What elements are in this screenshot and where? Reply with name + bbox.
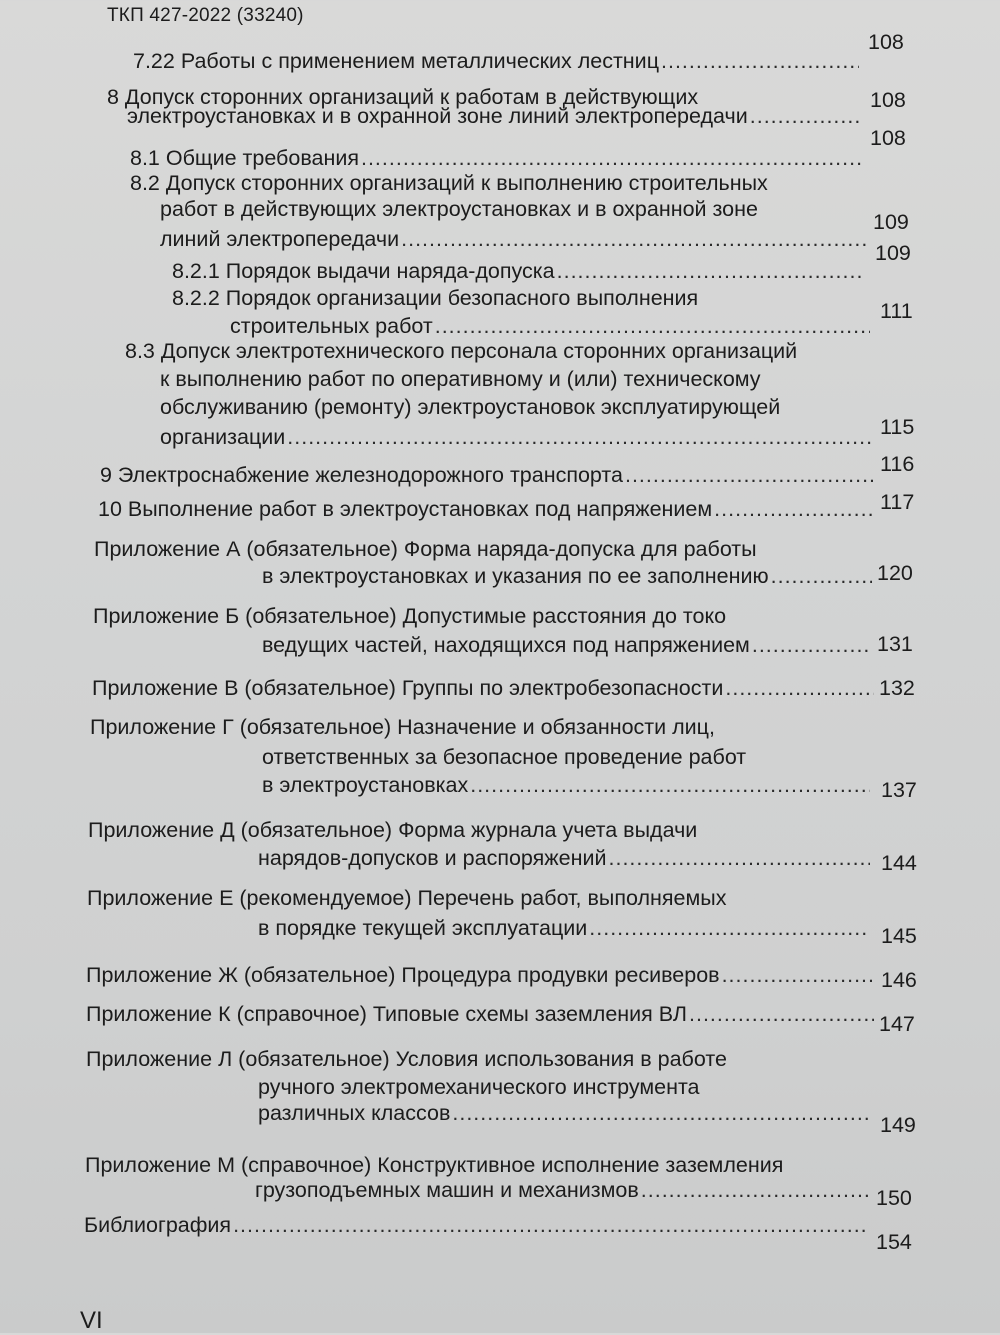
toc-text: Приложение В (обязательное) Группы по электробезопасности	[92, 676, 724, 700]
toc-leader	[689, 1001, 874, 1027]
toc-text: ведущих частей, находящихся под напряжением	[262, 633, 750, 657]
toc-leader	[401, 226, 866, 252]
toc-entry-8-2-2-line1	[172, 285, 822, 311]
toc-text: 8.2.2 Порядок организации безопасного выполнения	[172, 286, 699, 310]
toc-entry-app-k	[86, 1001, 876, 1027]
toc-entry-app-a-line1	[94, 536, 854, 562]
toc-page-app-b: 131	[877, 632, 913, 656]
toc-leader	[287, 424, 873, 450]
toc-text: Приложение Е (рекомендуемое) Перечень работ, выполняемых	[87, 886, 727, 910]
toc-text: электроустановках и в охранной зоне линий электропередачи	[127, 104, 748, 128]
toc-entry-app-v	[92, 675, 876, 701]
toc-text: в электроустановках и указания по ее заполнению	[262, 564, 769, 588]
toc-leader	[661, 48, 859, 74]
toc-text: обслуживанию (ремонту) электроустановок эксплуатирующей	[160, 395, 781, 419]
toc-entry-8-1	[130, 145, 865, 171]
toc-text: Приложение Л (обязательное) Условия использования в работе	[86, 1047, 727, 1071]
toc-entry-8-3-line4	[160, 424, 875, 450]
toc-text: 8.2 Допуск сторонних организаций к выполнению строительных	[130, 171, 768, 195]
toc-page-9: 116	[880, 452, 915, 476]
toc-page-7-22: 108	[868, 30, 904, 54]
toc-text: к выполнению работ по оперативному и (или) техническому	[160, 367, 761, 391]
toc-entry-8-line2	[127, 103, 865, 129]
toc-page-bibliography: 154	[876, 1230, 912, 1254]
toc-text: организации	[160, 425, 286, 449]
toc-text: грузоподъемных машин и механизмов	[255, 1178, 639, 1202]
toc-text: 8.1 Общие требования	[130, 146, 359, 170]
toc-leader	[752, 632, 872, 658]
toc-text: 7.22 Работы с применением металлических лестниц	[133, 49, 660, 73]
toc-page-app-a: 120	[877, 561, 913, 585]
toc-entry-app-g-line2	[262, 744, 862, 770]
toc-leader	[470, 772, 870, 798]
toc-entry-app-m-line2	[255, 1177, 870, 1203]
toc-entry-app-l-line2	[258, 1074, 858, 1100]
toc-page-app-m: 150	[876, 1186, 912, 1210]
page-number-footer: VI	[80, 1307, 103, 1334]
toc-leader	[233, 1212, 868, 1238]
toc-entry-8-2-2-line2	[230, 313, 872, 339]
toc-leader	[641, 1177, 868, 1203]
toc-leader	[625, 462, 876, 488]
toc-text: 8 Допуск сторонних организаций к работам в действующих	[107, 85, 699, 109]
toc-leader	[771, 563, 872, 589]
toc-page-app-v: 132	[879, 676, 915, 700]
toc-text: нарядов-допусков и распоряжений	[258, 846, 607, 870]
toc-text: строительных работ	[230, 314, 433, 338]
toc-text: различных классов	[258, 1101, 451, 1125]
toc-leader	[609, 845, 870, 871]
toc-entry-app-d-line2	[258, 845, 872, 871]
toc-entry-8-3-line3	[160, 394, 880, 420]
toc-entry-app-e-line1	[87, 885, 847, 911]
toc-page-app-g: 137	[881, 778, 917, 802]
toc-entry-app-zh	[86, 962, 874, 988]
toc-page-8: 108	[870, 88, 906, 112]
toc-text: в электроустановках	[262, 773, 469, 797]
toc-entry-8-2-1	[172, 258, 867, 284]
toc-entry-bibliography	[84, 1212, 870, 1238]
toc-entry-app-b-line1	[93, 603, 853, 629]
toc-text: Библиография	[84, 1213, 232, 1237]
toc-page-8-1: 108	[870, 126, 906, 150]
toc-page-app-e: 145	[881, 924, 917, 948]
toc-leader	[725, 675, 874, 701]
toc-entry-8-2-line1	[130, 170, 830, 196]
toc-entry-8-2-line2	[160, 196, 830, 222]
toc-entry-app-e-line2	[258, 915, 872, 941]
toc-entry-8-2-line3	[160, 226, 868, 252]
toc-leader	[722, 962, 872, 988]
toc-text: 8.3 Допуск электротехнического персонала сторонних организаций	[125, 339, 798, 363]
toc-text: линий электропередачи	[160, 227, 400, 251]
toc-text: ручного электромеханического инструмента	[258, 1075, 700, 1099]
toc-entry-app-d-line1	[88, 817, 848, 843]
toc-page-app-zh: 146	[881, 968, 917, 992]
toc-text: работ в действующих электроустановках и в охранной зоне	[160, 197, 758, 221]
toc-entry-app-m-line1	[85, 1152, 875, 1178]
toc-text: 10 Выполнение работ в электроустановках под напряжением	[98, 497, 713, 521]
toc-leader	[452, 1100, 870, 1126]
toc-text: ответственных за безопасное проведение работ	[262, 745, 747, 769]
toc-entry-app-g-line1	[90, 714, 850, 740]
toc-text: Приложение Г (обязательное) Назначение и обязанности лиц,	[90, 715, 715, 739]
toc-page-app-l: 149	[880, 1113, 916, 1137]
toc-text: в порядке текущей эксплуатации	[258, 916, 588, 940]
toc-page-10: 117	[880, 490, 915, 514]
toc-entry-10	[98, 496, 878, 522]
toc-text: Приложение Д (обязательное) Форма журнала учета выдачи	[88, 818, 698, 842]
toc-leader	[361, 145, 863, 171]
toc-page-app-k: 147	[879, 1012, 915, 1036]
toc-page-8-3: 115	[880, 415, 915, 439]
toc-leader	[557, 258, 865, 284]
toc-text: Приложение Б (обязательное) Допустимые расстояния до токо	[93, 604, 727, 628]
toc-text: 9 Электроснабжение железнодорожного транспорта	[100, 463, 623, 487]
toc-page-8-2: 109	[873, 210, 909, 234]
toc-text: Приложение А (обязательное) Форма наряда-допуска для работы	[94, 537, 757, 561]
toc-entry-8-3-line1	[125, 338, 885, 364]
toc-entry-app-l-line1	[86, 1046, 846, 1072]
toc-page-8-2-1: 109	[875, 241, 911, 265]
toc-entry-app-b-line2	[262, 632, 874, 658]
toc-entry-7-22	[133, 48, 861, 74]
toc-text: Приложение К (справочное) Типовые схемы заземления ВЛ	[86, 1002, 687, 1026]
toc-text: Приложение М (справочное) Конструктивное исполнение заземления	[85, 1153, 784, 1177]
toc-text: 8.2.1 Порядок выдачи наряда-допуска	[172, 259, 555, 283]
toc-leader	[714, 496, 876, 522]
toc-entry-app-l-line3	[258, 1100, 872, 1126]
toc-leader	[435, 313, 870, 339]
toc-entry-app-g-line3	[262, 772, 872, 798]
toc-entry-8-3-line2	[160, 366, 880, 392]
toc-page-app-d: 144	[881, 851, 917, 875]
document-header: ТКП 427-2022 (33240)	[107, 5, 304, 26]
toc-entry-9	[100, 462, 878, 488]
toc-leader	[750, 103, 863, 129]
toc-entry-app-a-line2	[262, 563, 874, 589]
toc-leader	[589, 915, 870, 941]
toc-text: Приложение Ж (обязательное) Процедура продувки ресиверов	[86, 963, 720, 987]
toc-page-8-2-2: 111	[880, 299, 913, 323]
